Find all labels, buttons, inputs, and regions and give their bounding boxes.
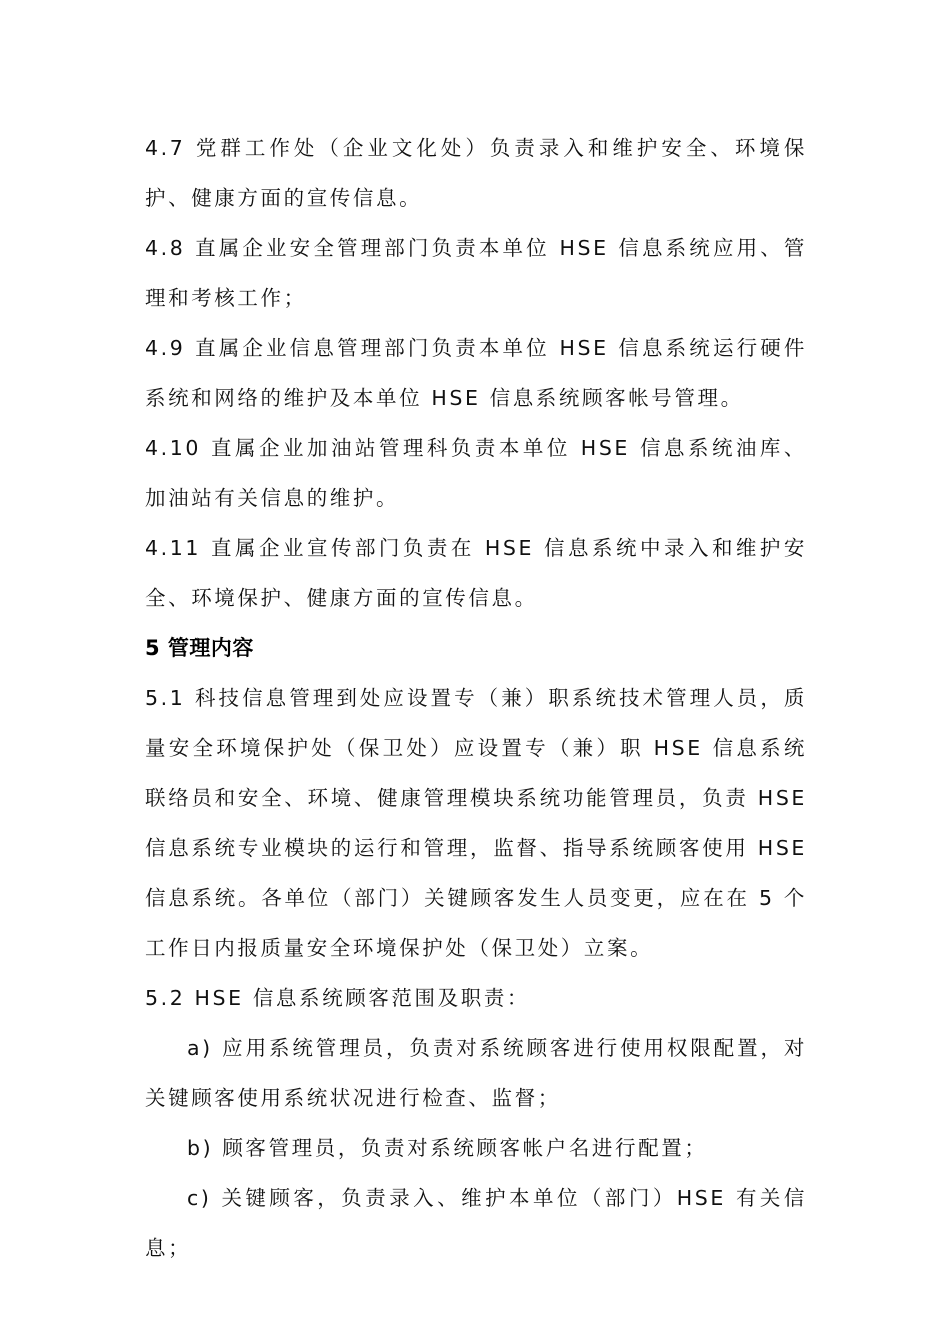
paragraph-4-10: 4.10 直属企业加油站管理科负责本单位 HSE 信息系统油库、加油站有关信息的维护。 (145, 436, 807, 510)
section-heading: 5 管理内容 (145, 636, 254, 660)
paragraph-4-9: 4.9 直属企业信息管理部门负责本单位 HSE 信息系统运行硬件系统和网络的维护及本单位 HSE 信息系统顾客帐号管理。 (145, 336, 807, 410)
list-item-c: c) 关键顾客，负责录入、维护本单位（部门）HSE 有关信息； (145, 1186, 807, 1260)
paragraph-4-8: 4.8 直属企业安全管理部门负责本单位 HSE 信息系统应用、管理和考核工作； (145, 236, 807, 310)
paragraph-5-2: 5.2 HSE 信息系统顾客范围及职责： (145, 986, 531, 1010)
list-item-a: a) 应用系统管理员，负责对系统顾客进行使用权限配置，对关键顾客使用系统状况进行检查、监督； (145, 1036, 807, 1110)
paragraph-5-1: 5.1 科技信息管理到处应设置专（兼）职系统技术管理人员，质量安全环境保护处（保卫处）应设置专（兼）职 HSE 信息系统联络员和安全、环境、健康管理模块系统功能管理员，负责 HSE 信息系统专业模块的运行和管理，监督、指导系统顾客使用 HSE 信息系统。各单位（部门）关键顾客发生人员变更，应在在 5 个工作日内报质量安全环境保护处（保卫处）立案。 (145, 686, 807, 960)
paragraph-4-7: 4.7 党群工作处（企业文化处）负责录入和维护安全、环境保护、健康方面的宣传信息。 (145, 136, 807, 210)
list-item-b: b) 顾客管理员，负责对系统顾客帐户名进行配置； (187, 1136, 708, 1160)
paragraph-4-11: 4.11 直属企业宣传部门负责在 HSE 信息系统中录入和维护安全、环境保护、健康方面的宣传信息。 (145, 536, 807, 610)
document-body (145, 123, 807, 1273)
